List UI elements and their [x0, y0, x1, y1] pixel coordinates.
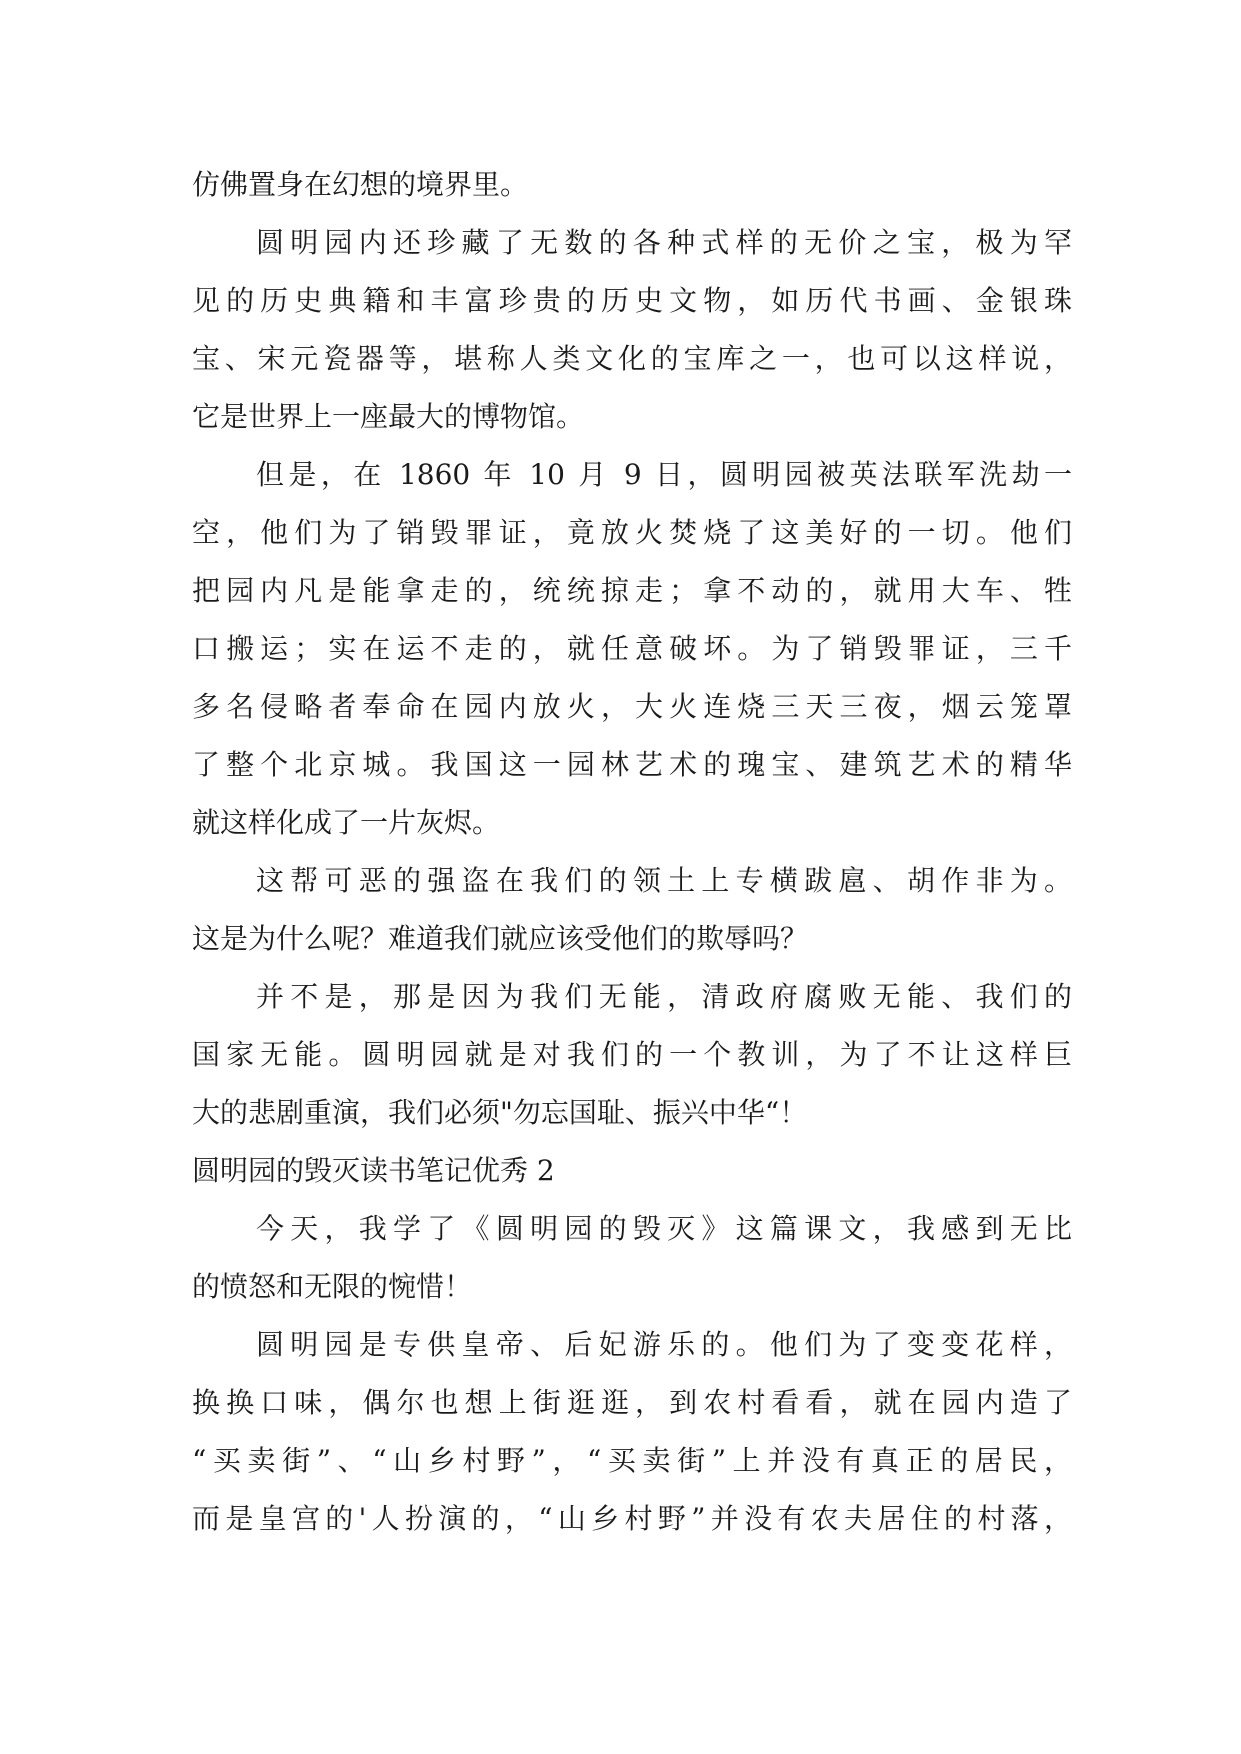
text-line: 它是世界上一座最大的博物馆。: [192, 400, 585, 433]
text-line: 国家无能。圆明园就是对我们的一个教训，为了不让这样巨: [192, 1038, 1072, 1071]
text-line: 见的历史典籍和丰富珍贵的历史文物，如历代书画、金银珠: [192, 284, 1072, 317]
text-line: 而是皇宫的'人扮演的，“山乡村野”并没有农夫居住的村落，: [192, 1502, 1072, 1535]
text-line: 并不是，那是因为我们无能，清政府腐败无能、我们的: [256, 980, 1072, 1013]
text-line: 今天，我学了《圆明园的毁灭》这篇课文，我感到无比: [256, 1212, 1072, 1245]
text-line: 圆明园是专供皇帝、后妃游乐的。他们为了变变花样，: [256, 1328, 1072, 1361]
text-line: 大的悲剧重演，我们必须"勿忘国耻、振兴中华“！: [192, 1096, 808, 1129]
text-line: 多名侵略者奉命在园内放火，大火连烧三天三夜，烟云笼罩: [192, 690, 1072, 723]
text-line: 换换口味，偶尔也想上街逛逛，到农村看看，就在园内造了: [192, 1386, 1072, 1419]
text-line: 但是，在 1860 年 10 月 9 日，圆明园被英法联军洗劫一: [256, 458, 1072, 491]
text-line: 就这样化成了一片灰烬。: [192, 806, 501, 839]
section-title: 圆明园的毁灭读书笔记优秀 2: [192, 1154, 555, 1187]
text-line: 这是为什么呢？难道我们就应该受他们的欺辱吗？: [192, 922, 809, 955]
text-line: 口搬运；实在运不走的，就任意破坏。为了销毁罪证，三千: [192, 632, 1072, 665]
text-line: 圆明园内还珍藏了无数的各种式样的无价之宝，极为罕: [256, 226, 1072, 259]
text-line: “买卖街”、“山乡村野”，“买卖街”上并没有真正的居民，: [192, 1444, 1072, 1477]
text-line: 的愤怒和无限的惋惜！: [192, 1270, 473, 1303]
text-line: 这帮可恶的强盗在我们的领土上专横跋扈、胡作非为。: [256, 864, 1072, 897]
text-line: 宝、宋元瓷器等，堪称人类文化的宝库之一，也可以这样说，: [192, 342, 1072, 375]
text-line: 把园内凡是能拿走的，统统掠走；拿不动的，就用大车、牲: [192, 574, 1072, 607]
text-line: 了整个北京城。我国这一园林艺术的瑰宝、建筑艺术的精华: [192, 748, 1072, 781]
text-line: 仿佛置身在幻想的境界里。: [192, 168, 529, 201]
text-line: 空，他们为了销毁罪证，竟放火焚烧了这美好的一切。他们: [192, 516, 1072, 549]
